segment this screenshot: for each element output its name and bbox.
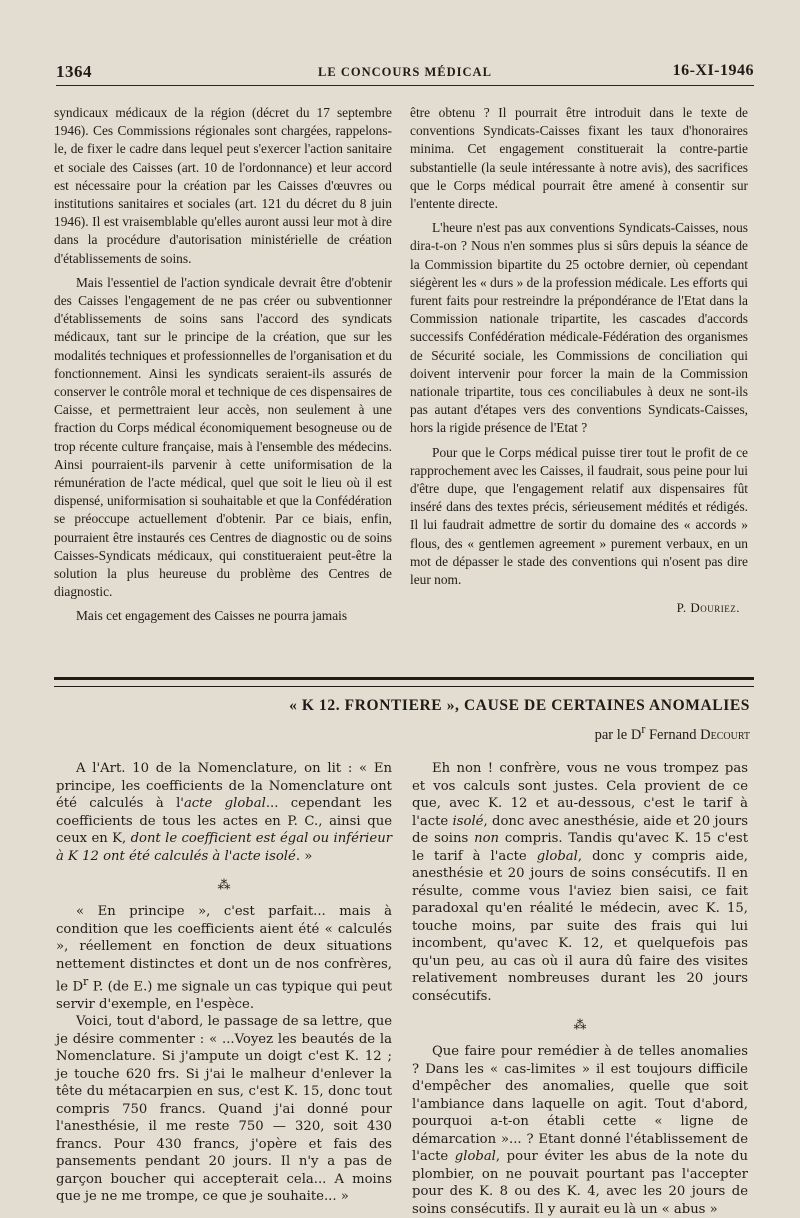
header-rule <box>56 85 754 86</box>
text-run: P. (de E.) me signale un cas typique qui peut servir d'exemple, en l'espèce. <box>56 979 392 1012</box>
text-run: . » <box>295 848 313 864</box>
text-run: , donc y compris aide, anesthésie et 20 jours de soins consécutifs. Il en résulte, comme vous l'aviez bien saisi, ce fait paradoxal qu'en réalité le médecin, avec K. 15, touche moins, par suite des frais qui lui incombent, qu'avec K. 12, et quelquefois pas qu'un peu, au cas où il aura dû faire des visites relativement nombreuses durant les 20 jours consécutifs. <box>412 848 748 1004</box>
italic-run: isolé <box>452 813 484 829</box>
section-asterism <box>412 1019 748 1033</box>
paragraph: Pour que le Corps médical puisse tirer tout le profit de ce rapprochement avec les Caisses, il faudrait, sous peine pour lui d'être dupe, que l'engagement relatif aux dispensaires fût inséré dans des textes précis, sérieusement médités et rédigés. Il lui faudrait admettre de sortir du domaine des « accords » flous, des « gentlemen agreement » purement verbaux, en un mot de dépasser le stade des conventions qui n'osent pas dire leur nom. <box>410 444 748 588</box>
text-run: , donc avec anesthésie, aide et 20 jours de soins <box>412 813 749 846</box>
asterism-glyph: ⁂ <box>217 878 231 893</box>
paragraph: Mais cet engagement des Caisses ne pourra jamais <box>76 608 348 624</box>
paragraph <box>56 760 392 865</box>
article-left-column <box>56 760 392 1206</box>
journal-title: LE CONCOURS MÉDICAL <box>318 65 492 79</box>
signature-rest: ouriez. <box>700 600 740 616</box>
page-header <box>56 62 754 84</box>
byline-sup: r <box>641 722 646 736</box>
text-run: , pour éviter les abus de la note du plombier, on ne pouvait pourtant pas l'accepter pour des K. 8 ou des K. 4, avec les 20 jours de soins consécutifs. Il y aurait eu là un « abus » <box>412 1149 748 1217</box>
signature-initial: P. D <box>676 600 701 616</box>
italic-run: dont le coefficient est égal ou inférieur à K 12 ont été calculés à l'acte isolé <box>56 831 392 864</box>
byline-prefix: par le D <box>594 726 642 743</box>
article-byline <box>595 722 750 744</box>
text-run: « En principe », c'est parfait... mais à condition que les coefficients aient été « calculés », réellement en fonction de deux situations nettement distinctes et dont un de nos confrères, le D <box>56 904 392 995</box>
top-article-left-column <box>54 104 392 626</box>
text-run: Que faire pour remédier à de telles anomalies ? Dans les « cas-limites » il est toujours difficile d'empêcher des anomalies, quelle que soit l'ambiance dans laquelle on agit. Tout d'abord, pourquoi a-t-on établi cette « ligne de démarcation »... ? Etant donné l'établissement de l'acte <box>412 1044 748 1164</box>
author-signature <box>410 599 748 617</box>
text-run: A l'Art. 10 de la Nomenclature, on lit : « En principe, les coefficients de la Nomenclature ont été calculés à l' <box>56 761 392 811</box>
italic-run: acte global <box>183 796 266 811</box>
superscript: r <box>83 975 89 988</box>
text-run: Eh non ! confrère, vous ne vous trompez pas et vos calculs sont justes. Cela provient de ce que, avec K. 12 et au-dessous, c'est le tarif à l'acte <box>412 761 748 829</box>
page-number: 1364 <box>56 62 92 81</box>
article-right-column <box>412 760 748 1218</box>
paragraph: L'heure n'est pas aux conventions Syndicats-Caisses, nous dira-t-on ? Nous n'en sommes plus si sûrs depuis la séance de la Commission bipartite du 25 octobre dernier, où cependant siégèrent les « durs » de la profession médicale. Les efforts qui furent faits pour restreindre la prépondérance de l'Etat dans la Commission nationale tripartite, les cascades d'accords successifs Confédération médicale-Fédération des organismes de Sécurité sociale, les Commissions de conciliation qui doivent intervenir pour forcer la main de la Commission nationale tripartite, tous ces conciliabules à deux ne sont-ils pas autant d'étapes vers des conventions Syndicats-Caisses, hors la rigide présence de l'Etat ? <box>410 220 748 436</box>
text-run: ... cependant les coefficients de tous les actes en P. C., ainsi que ceux en K, <box>56 796 392 846</box>
section-asterism <box>56 879 392 893</box>
top-article-right-column <box>410 104 748 617</box>
paragraph: être obtenu ? Il pourrait être introduit dans le texte de conventions Syndicats-Caisses fixant les taux d'honoraires minima. Cet engagement constituerait la contre-partie substantielle (la seule intéressante à notre avis), des sacrifices que le Corps médical pourrait être amené à consentir sur l'entente directe. <box>410 105 748 212</box>
paragraph: Mais l'essentiel de l'action syndicale devrait être d'obtenir des Caisses l'engagement de ne pas créer ou subventionner d'établissements de soins sans l'accord des syndicats médicaux, tant sur le principe de la création, que sur les modalités techniques et professionnelles de l'organisation et du fonctionnement. Ainsi les syndicats seraient-ils assurés de conserver le contrôle moral et technique de ces dispensaires de Caisse, et permettraient leur accès, non seulement à une fraction du Corps médical économiquement besogneuse ou de trop récente culture française, mais à l'ensemble des médecins. Ainsi pourraient-ils parvenir à cette uniformisation de la rémunération de l'acte médical, quel que soit le lieu où il est dispensé, uniformisation si souhaitable et que la Confédération se préoccupe actuellement d'obtenir. Par ce biais, enfin, pourraient être instaurés ces Centres de diagnostic ou de soins Caisses-Syndicats médicaux, qui constitueraient peut-être la solution la plus heureuse du problème des Centres de diagnostic. <box>54 274 392 600</box>
issue-date: 16-XI-1946 <box>672 62 754 79</box>
paragraph: syndicaux médicaux de la région (décret du 17 septembre 1946). Ces Commissions régionales sont chargées, rappelons-le, de fixer le cadre dans lequel peut s'exercer l'action sanitaire et sociale des Caisses (art. 10 de l'ordonnance) et leur accord est nécessaire pour la création par les Caisses d'œuvres ou institutions sanitaires et sociales (art. 121 du décret du 8 juin 1946). Il est vraisemblable qu'elles auront aussi leur mot à dire dans la procédure d'autorisation ministérielle de création d'établissements de soins. <box>54 105 392 266</box>
paragraph <box>412 760 748 1005</box>
asterism-glyph: ⁂ <box>573 1018 587 1033</box>
italic-run: global <box>454 1149 496 1164</box>
italic-run: non <box>474 831 500 846</box>
paragraph: Voici, tout d'abord, le passage de sa lettre, que je désire commenter : « ...Voyez les beautés de la Nomenclature. Si j'ampute un doigt c'est K. 12 ; je touche 620 frs. Si j'ai le malheur d'enlever la tête du métacarpien en sus, c'est K. 15, donc tout compris 750 francs. Quand j'ai donné pour l'anesthésie, il me reste 750 — 320, soit 430 francs. Pour 430 francs, j'opère et fais des pansements pendant 20 jours. Il n'y a pas de garçon boucher qui accepterait cela... A moins que je ne me trompe, ce que je souhaite... » <box>56 1014 392 1205</box>
byline-name: Fernand <box>645 726 701 743</box>
article-divider <box>54 677 754 687</box>
paragraph <box>412 1043 748 1218</box>
text-run: compris. Tandis qu'avec K. 15 c'est le tarif à l'acte <box>412 831 748 864</box>
article-title: « K 12. FRONTIERE », CAUSE DE CERTAINES ANOMALIES <box>289 697 750 714</box>
italic-run: global <box>536 848 578 864</box>
byline-surname: Decourt <box>700 726 750 743</box>
paragraph <box>56 903 392 1013</box>
